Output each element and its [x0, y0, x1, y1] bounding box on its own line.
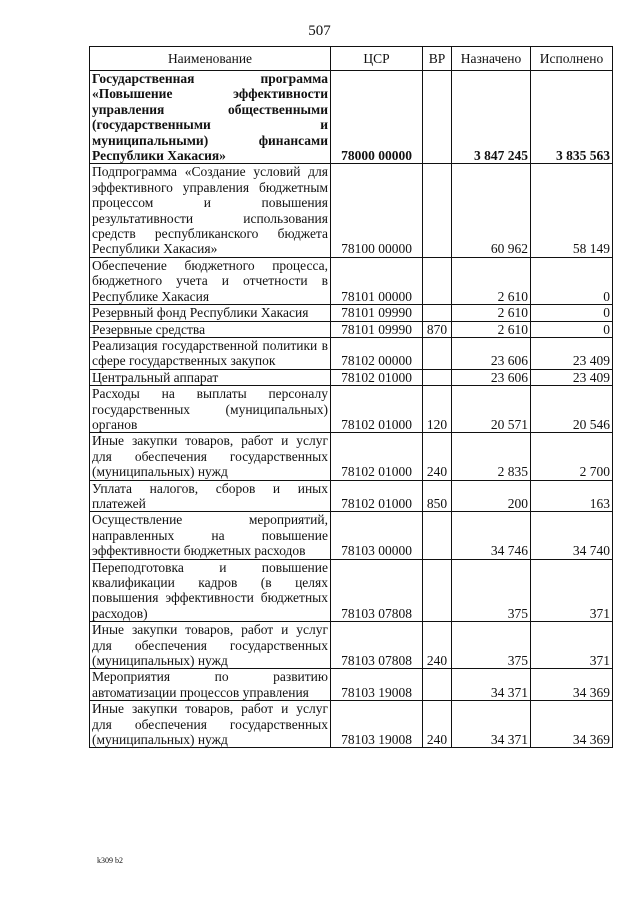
cell-csr: 78102 01000: [331, 386, 423, 433]
cell-csr: 78102 01000: [331, 433, 423, 480]
cell-executed: 58 149: [531, 164, 613, 257]
table-row: [90, 433, 613, 480]
cell-executed: 3 835 563: [531, 71, 613, 164]
cell-name: Уплата налогов, сборов и иных платежей: [90, 480, 331, 512]
table-row: [90, 669, 613, 701]
cell-assigned: 20 571: [452, 386, 531, 433]
cell-csr: 78101 09990: [331, 305, 423, 321]
table-row: [90, 701, 613, 748]
cell-name: Резервные средства: [90, 321, 331, 337]
table-body: [90, 71, 613, 748]
cell-assigned: 23 606: [452, 369, 531, 385]
cell-assigned: 23 606: [452, 337, 531, 369]
table-row: [90, 164, 613, 257]
cell-executed: 23 409: [531, 337, 613, 369]
cell-vr: [423, 305, 452, 321]
header-assigned: Назначено: [452, 47, 531, 71]
cell-executed: 20 546: [531, 386, 613, 433]
cell-assigned: 34 371: [452, 701, 531, 748]
cell-csr: 78103 19008: [331, 669, 423, 701]
cell-executed: 34 369: [531, 701, 613, 748]
cell-name: Центральный аппарат: [90, 369, 331, 385]
cell-name: Мероприятия по развитию автоматизации процессов управления: [90, 669, 331, 701]
table-row: [90, 71, 613, 164]
cell-vr: 870: [423, 321, 452, 337]
cell-name: Иные закупки товаров, работ и услуг для обеспечения государственных (муниципальных) нужд: [90, 433, 331, 480]
table-row: [90, 386, 613, 433]
cell-csr: 78102 00000: [331, 337, 423, 369]
header-csr: ЦСР: [331, 47, 423, 71]
header-name: Наименование: [90, 47, 331, 71]
cell-name: Иные закупки товаров, работ и услуг для обеспечения государственных (муниципальных) нужд: [90, 622, 331, 669]
header-vr: ВР: [423, 47, 452, 71]
table-row: [90, 480, 613, 512]
table-row: [90, 337, 613, 369]
cell-assigned: 2 610: [452, 321, 531, 337]
table-row: [90, 305, 613, 321]
cell-executed: 23 409: [531, 369, 613, 385]
cell-name: Осуществление мероприятий, направленных на повышение эффективности бюджетных расходов: [90, 512, 331, 559]
cell-executed: 0: [531, 305, 613, 321]
cell-vr: [423, 559, 452, 622]
cell-name: Расходы на выплаты персоналу государственных (муниципальных) органов: [90, 386, 331, 433]
cell-csr: 78103 19008: [331, 701, 423, 748]
cell-name: Переподготовка и повышение квалификации кадров (в целях повышения эффективности бюджетных расходов): [90, 559, 331, 622]
cell-executed: 371: [531, 559, 613, 622]
cell-assigned: 34 746: [452, 512, 531, 559]
cell-csr: 78100 00000: [331, 164, 423, 257]
page-number: 507: [308, 23, 331, 39]
table-row: [90, 559, 613, 622]
cell-executed: 163: [531, 480, 613, 512]
header-executed: Исполнено: [531, 47, 613, 71]
cell-vr: 240: [423, 433, 452, 480]
cell-vr: [423, 337, 452, 369]
cell-vr: [423, 369, 452, 385]
budget-table: [89, 46, 613, 748]
table-row: [90, 622, 613, 669]
table-header-row: [90, 47, 613, 71]
cell-assigned: 2 610: [452, 257, 531, 304]
cell-executed: 0: [531, 321, 613, 337]
cell-name: Государственная программа «Повышение эффективности управления общественными (государственными и муниципальными) финансами Республики Хакасия»: [90, 71, 331, 164]
cell-csr: 78102 01000: [331, 369, 423, 385]
cell-executed: 34 740: [531, 512, 613, 559]
table-row: [90, 321, 613, 337]
cell-vr: 240: [423, 622, 452, 669]
cell-executed: 2 700: [531, 433, 613, 480]
table-row: [90, 369, 613, 385]
table-row: [90, 512, 613, 559]
cell-name: Иные закупки товаров, работ и услуг для обеспечения государственных (муниципальных) нужд: [90, 701, 331, 748]
cell-csr: 78101 09990: [331, 321, 423, 337]
cell-assigned: 375: [452, 622, 531, 669]
cell-csr: 78101 00000: [331, 257, 423, 304]
cell-assigned: 2 835: [452, 433, 531, 480]
cell-vr: [423, 164, 452, 257]
cell-name: Подпрограмма «Создание условий для эффективного управления бюджетным процессом и повышения результативности использования средств республиканского бюджета Республики Хакасия»: [90, 164, 331, 257]
cell-csr: 78103 07808: [331, 559, 423, 622]
cell-vr: [423, 512, 452, 559]
cell-vr: 240: [423, 701, 452, 748]
cell-assigned: 200: [452, 480, 531, 512]
cell-name: Резервный фонд Республики Хакасия: [90, 305, 331, 321]
cell-csr: 78000 00000: [331, 71, 423, 164]
cell-csr: 78103 07808: [331, 622, 423, 669]
cell-name: Обеспечение бюджетного процесса, бюджетного учета и отчетности в Республике Хакасия: [90, 257, 331, 304]
table-row: [90, 257, 613, 304]
cell-executed: 371: [531, 622, 613, 669]
cell-assigned: 2 610: [452, 305, 531, 321]
cell-assigned: 60 962: [452, 164, 531, 257]
cell-vr: [423, 257, 452, 304]
cell-executed: 34 369: [531, 669, 613, 701]
footer-code: k309 b2: [97, 856, 123, 865]
cell-name: Реализация государственной политики в сфере государственных закупок: [90, 337, 331, 369]
cell-assigned: 375: [452, 559, 531, 622]
cell-vr: 120: [423, 386, 452, 433]
cell-vr: [423, 669, 452, 701]
cell-vr: 850: [423, 480, 452, 512]
cell-csr: 78103 00000: [331, 512, 423, 559]
cell-csr: 78102 01000: [331, 480, 423, 512]
cell-executed: 0: [531, 257, 613, 304]
cell-assigned: 3 847 245: [452, 71, 531, 164]
cell-assigned: 34 371: [452, 669, 531, 701]
cell-vr: [423, 71, 452, 164]
